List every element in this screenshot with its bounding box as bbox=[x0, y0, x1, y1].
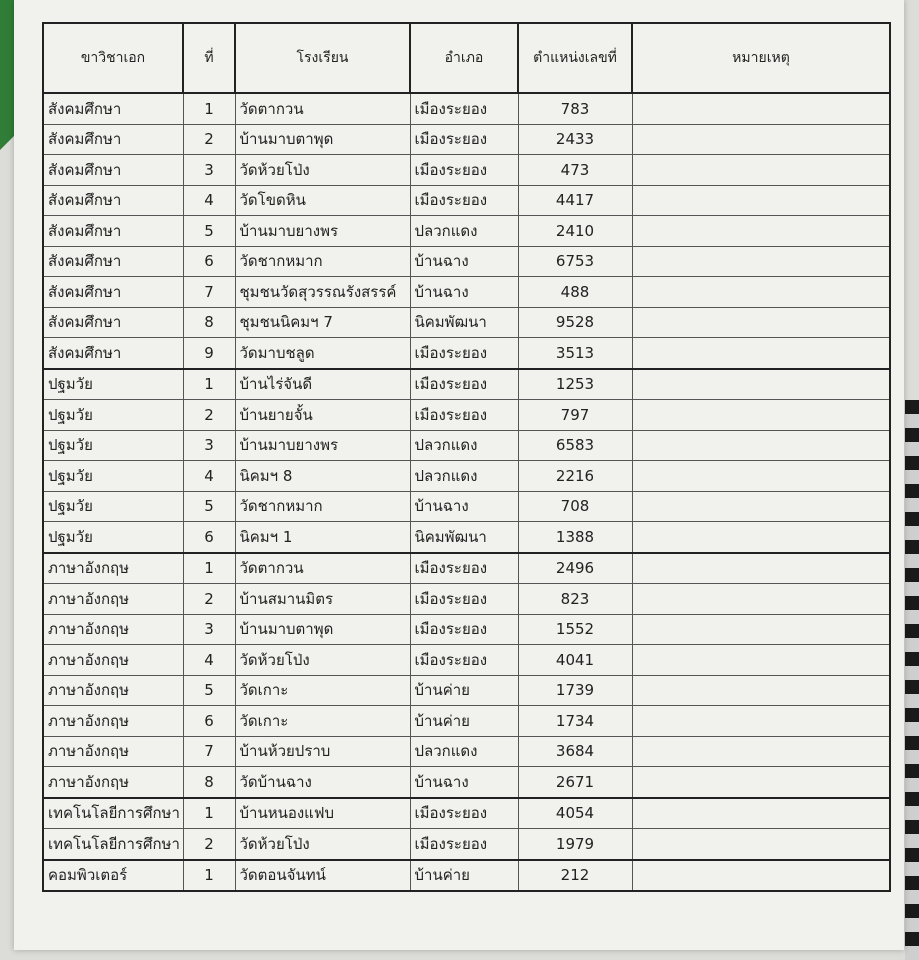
school-cell: บ้านมาบยางพร bbox=[235, 430, 410, 461]
remark-cell bbox=[632, 216, 890, 247]
number-cell: 1 bbox=[183, 93, 235, 124]
number-cell: 3 bbox=[183, 614, 235, 645]
table-row bbox=[43, 461, 890, 492]
district-cell: ปลวกแดง bbox=[410, 461, 518, 492]
school-cell: วัดชากหมาก bbox=[235, 246, 410, 277]
remark-cell bbox=[632, 185, 890, 216]
number-cell: 1 bbox=[183, 369, 235, 400]
subject-cell: สังคมศึกษา bbox=[43, 338, 183, 369]
table-row bbox=[43, 155, 890, 186]
table-row bbox=[43, 338, 890, 369]
remark-cell bbox=[632, 736, 890, 767]
position-number-cell: 2410 bbox=[518, 216, 632, 247]
remark-cell bbox=[632, 93, 890, 124]
table-row bbox=[43, 307, 890, 338]
remark-cell bbox=[632, 246, 890, 277]
district-cell: ปลวกแดง bbox=[410, 736, 518, 767]
school-cell: วัดตากวน bbox=[235, 93, 410, 124]
subject-cell: สังคมศึกษา bbox=[43, 246, 183, 277]
number-cell: 1 bbox=[183, 798, 235, 829]
district-cell: บ้านค่าย bbox=[410, 860, 518, 892]
school-cell: วัดห้วยโป่ง bbox=[235, 645, 410, 676]
district-cell: บ้านฉาง bbox=[410, 277, 518, 308]
school-cell: วัดห้วยโป่ง bbox=[235, 155, 410, 186]
table-row bbox=[43, 124, 890, 155]
remark-cell bbox=[632, 553, 890, 584]
number-cell: 6 bbox=[183, 522, 235, 553]
district-cell: เมืองระยอง bbox=[410, 614, 518, 645]
school-cell: บ้านมาบตาพุด bbox=[235, 614, 410, 645]
remark-cell bbox=[632, 798, 890, 829]
position-number-cell: 708 bbox=[518, 491, 632, 522]
district-cell: นิคมพัฒนา bbox=[410, 522, 518, 553]
position-number-cell: 1739 bbox=[518, 675, 632, 706]
number-cell: 5 bbox=[183, 216, 235, 247]
number-cell: 3 bbox=[183, 430, 235, 461]
subject-cell: สังคมศึกษา bbox=[43, 185, 183, 216]
subject-cell: ภาษาอังกฤษ bbox=[43, 614, 183, 645]
remark-cell bbox=[632, 767, 890, 798]
table-row bbox=[43, 93, 890, 124]
position-number-cell: 1734 bbox=[518, 706, 632, 737]
position-number-cell: 473 bbox=[518, 155, 632, 186]
header-number: ที่ bbox=[183, 23, 235, 93]
table-row bbox=[43, 491, 890, 522]
remark-cell bbox=[632, 706, 890, 737]
school-cell: นิคมฯ 1 bbox=[235, 522, 410, 553]
school-cell: นิคมฯ 8 bbox=[235, 461, 410, 492]
table-row bbox=[43, 400, 890, 431]
number-cell: 8 bbox=[183, 307, 235, 338]
position-number-cell: 4041 bbox=[518, 645, 632, 676]
position-number-cell: 1979 bbox=[518, 829, 632, 860]
background-page-edge bbox=[905, 400, 919, 960]
table-row bbox=[43, 706, 890, 737]
table-row bbox=[43, 553, 890, 584]
school-cell: วัดตอนจันทน์ bbox=[235, 860, 410, 892]
school-cell: วัดเกาะ bbox=[235, 706, 410, 737]
subject-cell: สังคมศึกษา bbox=[43, 216, 183, 247]
remark-cell bbox=[632, 829, 890, 860]
subject-cell: สังคมศึกษา bbox=[43, 124, 183, 155]
table-row bbox=[43, 767, 890, 798]
remark-cell bbox=[632, 675, 890, 706]
subject-cell: สังคมศึกษา bbox=[43, 155, 183, 186]
district-cell: ปลวกแดง bbox=[410, 216, 518, 247]
position-number-cell: 6583 bbox=[518, 430, 632, 461]
number-cell: 2 bbox=[183, 829, 235, 860]
remark-cell bbox=[632, 369, 890, 400]
subject-cell: ภาษาอังกฤษ bbox=[43, 767, 183, 798]
position-number-cell: 2671 bbox=[518, 767, 632, 798]
subject-cell: ปฐมวัย bbox=[43, 400, 183, 431]
subject-cell: ภาษาอังกฤษ bbox=[43, 675, 183, 706]
number-cell: 2 bbox=[183, 400, 235, 431]
header-position-number: ตำแหน่งเลขที่ bbox=[518, 23, 632, 93]
number-cell: 4 bbox=[183, 461, 235, 492]
table-row bbox=[43, 798, 890, 829]
number-cell: 4 bbox=[183, 185, 235, 216]
district-cell: เมืองระยอง bbox=[410, 93, 518, 124]
position-number-cell: 3513 bbox=[518, 338, 632, 369]
subject-cell: ปฐมวัย bbox=[43, 522, 183, 553]
table-row bbox=[43, 185, 890, 216]
table-row bbox=[43, 614, 890, 645]
header-school: โรงเรียน bbox=[235, 23, 410, 93]
number-cell: 2 bbox=[183, 584, 235, 615]
subject-cell: สังคมศึกษา bbox=[43, 93, 183, 124]
subject-cell: ปฐมวัย bbox=[43, 491, 183, 522]
school-cell: ชุมชนนิคมฯ 7 bbox=[235, 307, 410, 338]
subject-cell: ภาษาอังกฤษ bbox=[43, 584, 183, 615]
table-row bbox=[43, 645, 890, 676]
district-cell: เมืองระยอง bbox=[410, 584, 518, 615]
table-row bbox=[43, 829, 890, 860]
subject-cell: ปฐมวัย bbox=[43, 461, 183, 492]
subject-cell: คอมพิวเตอร์ bbox=[43, 860, 183, 892]
district-cell: บ้านฉาง bbox=[410, 767, 518, 798]
school-cell: บ้านไร่จันดี bbox=[235, 369, 410, 400]
subject-cell: ปฐมวัย bbox=[43, 369, 183, 400]
paper-sheet bbox=[14, 0, 904, 950]
table-row bbox=[43, 430, 890, 461]
table-row bbox=[43, 522, 890, 553]
subject-cell: สังคมศึกษา bbox=[43, 307, 183, 338]
subject-cell: ภาษาอังกฤษ bbox=[43, 553, 183, 584]
remark-cell bbox=[632, 461, 890, 492]
school-cell: วัดห้วยโป่ง bbox=[235, 829, 410, 860]
position-number-cell: 1253 bbox=[518, 369, 632, 400]
table-row bbox=[43, 584, 890, 615]
header-subject: ขาวิชาเอก bbox=[43, 23, 183, 93]
position-number-cell: 2433 bbox=[518, 124, 632, 155]
school-cell: วัดมาบชลูด bbox=[235, 338, 410, 369]
number-cell: 5 bbox=[183, 675, 235, 706]
remark-cell bbox=[632, 155, 890, 186]
school-cell: วัดโขดหิน bbox=[235, 185, 410, 216]
table-row bbox=[43, 736, 890, 767]
number-cell: 6 bbox=[183, 246, 235, 277]
position-number-cell: 2496 bbox=[518, 553, 632, 584]
district-cell: เมืองระยอง bbox=[410, 829, 518, 860]
table-body bbox=[43, 93, 890, 891]
header-remark: หมายเหตุ bbox=[632, 23, 890, 93]
position-number-cell: 783 bbox=[518, 93, 632, 124]
district-cell: เมืองระยอง bbox=[410, 798, 518, 829]
remark-cell bbox=[632, 277, 890, 308]
school-cell: ชุมชนวัดสุวรรณรังสรรค์ bbox=[235, 277, 410, 308]
district-cell: เมืองระยอง bbox=[410, 338, 518, 369]
district-cell: ปลวกแดง bbox=[410, 430, 518, 461]
number-cell: 5 bbox=[183, 491, 235, 522]
number-cell: 3 bbox=[183, 155, 235, 186]
header-district: อำเภอ bbox=[410, 23, 518, 93]
school-cell: วัดตากวน bbox=[235, 553, 410, 584]
position-number-cell: 4054 bbox=[518, 798, 632, 829]
district-cell: เมืองระยอง bbox=[410, 185, 518, 216]
subject-cell: ภาษาอังกฤษ bbox=[43, 645, 183, 676]
number-cell: 1 bbox=[183, 860, 235, 892]
district-cell: เมืองระยอง bbox=[410, 369, 518, 400]
number-cell: 7 bbox=[183, 736, 235, 767]
district-cell: นิคมพัฒนา bbox=[410, 307, 518, 338]
school-cell: บ้านสมานมิตร bbox=[235, 584, 410, 615]
remark-cell bbox=[632, 307, 890, 338]
position-number-cell: 212 bbox=[518, 860, 632, 892]
district-cell: บ้านฉาง bbox=[410, 246, 518, 277]
table-row bbox=[43, 216, 890, 247]
subject-cell: ปฐมวัย bbox=[43, 430, 183, 461]
school-cell: วัดเกาะ bbox=[235, 675, 410, 706]
subject-cell: เทคโนโลยีการศึกษา bbox=[43, 829, 183, 860]
school-cell: วัดชากหมาก bbox=[235, 491, 410, 522]
table-row bbox=[43, 246, 890, 277]
number-cell: 7 bbox=[183, 277, 235, 308]
district-cell: บ้านฉาง bbox=[410, 491, 518, 522]
position-number-cell: 9528 bbox=[518, 307, 632, 338]
table-row bbox=[43, 369, 890, 400]
school-cell: บ้านหนองแฟบ bbox=[235, 798, 410, 829]
position-number-cell: 2216 bbox=[518, 461, 632, 492]
remark-cell bbox=[632, 522, 890, 553]
number-cell: 8 bbox=[183, 767, 235, 798]
district-cell: บ้านค่าย bbox=[410, 706, 518, 737]
table-header-row bbox=[43, 23, 890, 93]
position-number-cell: 1552 bbox=[518, 614, 632, 645]
remark-cell bbox=[632, 584, 890, 615]
remark-cell bbox=[632, 400, 890, 431]
subject-cell: ภาษาอังกฤษ bbox=[43, 736, 183, 767]
position-number-cell: 797 bbox=[518, 400, 632, 431]
number-cell: 1 bbox=[183, 553, 235, 584]
school-cell: บ้านยายจั้น bbox=[235, 400, 410, 431]
table-row bbox=[43, 277, 890, 308]
number-cell: 9 bbox=[183, 338, 235, 369]
number-cell: 2 bbox=[183, 124, 235, 155]
position-number-cell: 488 bbox=[518, 277, 632, 308]
subject-cell: เทคโนโลยีการศึกษา bbox=[43, 798, 183, 829]
position-number-cell: 823 bbox=[518, 584, 632, 615]
district-cell: เมืองระยอง bbox=[410, 400, 518, 431]
number-cell: 6 bbox=[183, 706, 235, 737]
remark-cell bbox=[632, 338, 890, 369]
school-cell: บ้านห้วยปราบ bbox=[235, 736, 410, 767]
remark-cell bbox=[632, 124, 890, 155]
subject-cell: ภาษาอังกฤษ bbox=[43, 706, 183, 737]
position-number-cell: 3684 bbox=[518, 736, 632, 767]
district-cell: เมืองระยอง bbox=[410, 124, 518, 155]
school-cell: บ้านมาบยางพร bbox=[235, 216, 410, 247]
district-cell: เมืองระยอง bbox=[410, 155, 518, 186]
remark-cell bbox=[632, 645, 890, 676]
remark-cell bbox=[632, 860, 890, 892]
subject-cell: สังคมศึกษา bbox=[43, 277, 183, 308]
table-row bbox=[43, 675, 890, 706]
district-cell: เมืองระยอง bbox=[410, 645, 518, 676]
number-cell: 4 bbox=[183, 645, 235, 676]
position-number-cell: 4417 bbox=[518, 185, 632, 216]
district-cell: บ้านค่าย bbox=[410, 675, 518, 706]
vacancy-table bbox=[42, 22, 891, 892]
school-cell: บ้านมาบตาพุด bbox=[235, 124, 410, 155]
school-cell: วัดบ้านฉาง bbox=[235, 767, 410, 798]
position-number-cell: 1388 bbox=[518, 522, 632, 553]
remark-cell bbox=[632, 430, 890, 461]
remark-cell bbox=[632, 614, 890, 645]
position-number-cell: 6753 bbox=[518, 246, 632, 277]
district-cell: เมืองระยอง bbox=[410, 553, 518, 584]
table-row bbox=[43, 860, 890, 892]
remark-cell bbox=[632, 491, 890, 522]
